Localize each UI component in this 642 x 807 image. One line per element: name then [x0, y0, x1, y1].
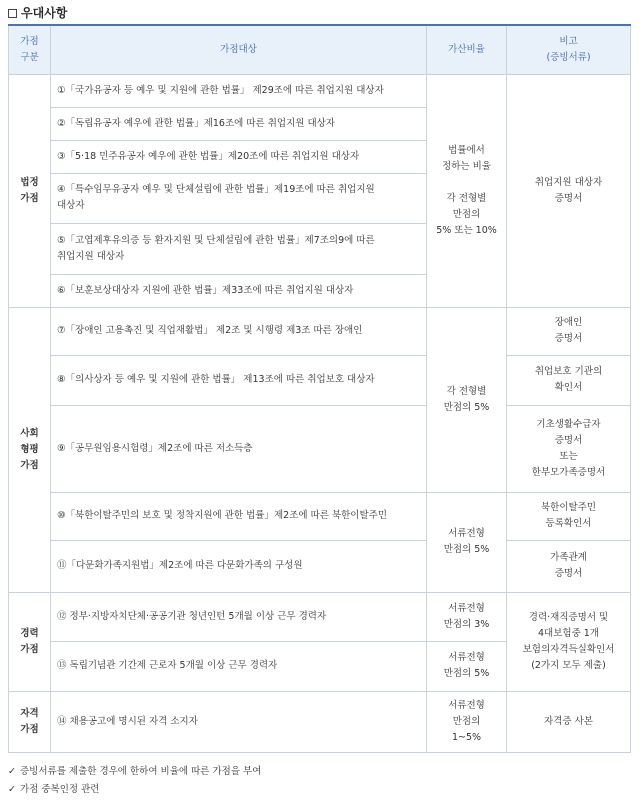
table-row: [9, 691, 631, 752]
social-item-11: ⑪「다문화가족지원법」제2조에 따른 다문화가족의 구성원: [51, 540, 427, 592]
license-rate: 서류전형 만점의 1~5%: [427, 691, 507, 752]
career-item-12: ⑫ 정부·지방자치단체·공공기관 청년인턴 5개월 이상 근무 경력자: [51, 592, 427, 641]
social-item-10: ⑩「북한이탈주민의 보호 및 정착지원에 관한 법률」제2조에 따른 북한이탈주민: [51, 492, 427, 540]
legal-note: 취업지원 대상자 증명서: [507, 74, 631, 307]
group-career-name: 경력 가점: [9, 592, 51, 691]
footnote-text-1: 증빙서류를 제출한 경우에 한하여 비율에 따른 가점을 부여: [20, 766, 262, 777]
career-rate-12: 서류전형 만점의 3%: [427, 592, 507, 641]
footnote-2: [8, 781, 261, 799]
table-row: [9, 74, 631, 107]
header-note: 비고 (증빙서류): [507, 25, 631, 74]
header-rate: 가산비율: [427, 25, 507, 74]
legal-item-5: ⑤「고엽제후유의증 등 환자지원 및 단체설립에 관한 법률」제7조의9에 따른 취업지원 대상자: [51, 223, 427, 274]
table-row: [9, 540, 631, 592]
table-row: [9, 307, 631, 355]
footnote-1: [8, 763, 261, 781]
social-note-10: 북한이탈주민 등록확인서: [507, 492, 631, 540]
header-target: 가점대상: [51, 25, 427, 74]
license-note: 자격증 사본: [507, 691, 631, 752]
social-rate-b: 서류전형 만점의 5%: [427, 492, 507, 592]
section-heading: [8, 6, 67, 20]
social-item-9: ⑨「공무원임용시험령」제2조에 따른 저소득층: [51, 405, 427, 492]
group-license-name: 자격 가점: [9, 691, 51, 752]
legal-item-1: ①「국가유공자 등 예우 및 지원에 관한 법률」 제29조에 따른 취업지원 대상자: [51, 74, 427, 107]
social-note-9: 기초생활수급자 증명서 또는 한부모가족증명서: [507, 405, 631, 492]
social-note-7: 장애인 증명서: [507, 307, 631, 355]
career-item-13: ⑬ 독립기념관 기간제 근로자 5개월 이상 근무 경력자: [51, 641, 427, 691]
legal-item-4: ④「특수임무유공자 예우 및 단체설립에 관한 법률」제19조에 따른 취업지원 대상자: [51, 173, 427, 223]
social-item-7: ⑦「장애인 고용촉진 및 직업재활법」 제2조 및 시행령 제3조 따른 장애인: [51, 307, 427, 355]
table-row: [9, 405, 631, 492]
table-row: [9, 592, 631, 641]
career-note: 경력·재직증명서 및 4대보험중 1개 보험의자격득실확인서 (2가지 모두 제출): [507, 592, 631, 691]
section-title: 우대사항: [21, 6, 68, 20]
group-legal-name: 법정 가점: [9, 74, 51, 307]
legal-rate: 법률에서 정하는 비율 각 전형별 만점의 5% 또는 10%: [427, 74, 507, 307]
checkmark-icon: ✓: [8, 766, 16, 777]
checkmark-icon: ✓: [8, 784, 16, 795]
legal-item-2: ②「독립유공자 예우에 관한 법률」제16조에 따른 취업지원 대상자: [51, 107, 427, 140]
checkbox-square-icon: [8, 9, 17, 18]
header-category: 가점 구분: [9, 25, 51, 74]
footnote-text-2: 가점 중복인정 관련: [20, 784, 100, 795]
license-item-14: ⑭ 채용공고에 명시된 자격 소지자: [51, 691, 427, 752]
social-note-11: 가족관계 증명서: [507, 540, 631, 592]
legal-item-6: ⑥「보훈보상대상자 지원에 관한 법률」제33조에 따른 취업지원 대상자: [51, 274, 427, 307]
preference-table: [8, 24, 631, 753]
social-rate-a: 각 전형별 만점의 5%: [427, 307, 507, 492]
table-row: [9, 492, 631, 540]
footnotes: [8, 763, 261, 799]
header-row: [9, 25, 631, 74]
legal-item-3: ③「5·18 민주유공자 예우에 관한 법률」제20조에 따른 취업지원 대상자: [51, 140, 427, 173]
social-item-8: ⑧「의사상자 등 예우 및 지원에 관한 법률」 제13조에 따른 취업보호 대상자: [51, 355, 427, 405]
social-note-8: 취업보호 기관의 확인서: [507, 355, 631, 405]
group-social-name: 사회 형평 가점: [9, 307, 51, 592]
career-rate-13: 서류전형 만점의 5%: [427, 641, 507, 691]
table-row: [9, 355, 631, 405]
